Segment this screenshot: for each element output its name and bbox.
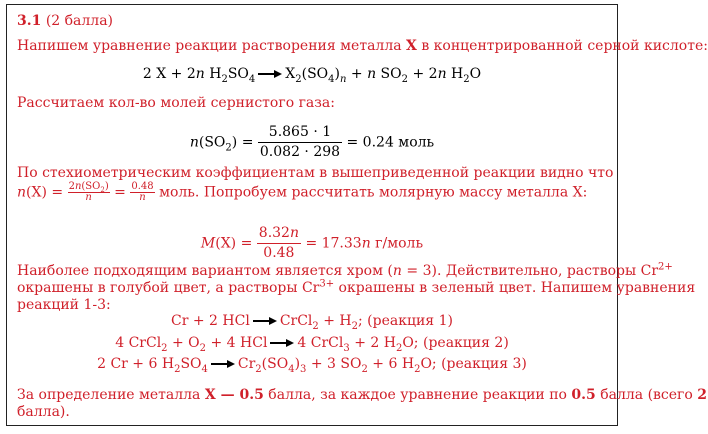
cr-l2b: окрашены в зеленый цвет. Напишем уравнения [334,280,696,296]
eq-plus2: + 2 [408,66,438,82]
so2-result: = 0.24 моль [346,134,435,151]
footer-metal: X [204,387,216,403]
stoich-tail: моль. Попробуем рассчитать молярную массу металла X: [159,184,588,201]
reaction-1-label: (реакция 1) [367,313,453,329]
cr-l1b: = 3). Действительно, растворы Cr [401,263,659,279]
reaction-2: 4 CrCl$_2$ + $O_2 + 4$ HCl 4 CrCl$_3$ + 2 $H_2O$; (реакция 2) [115,335,509,354]
eq-n3: n [437,66,447,82]
footer-part3: балла (всего [595,387,698,403]
cr-l2sup: 3+ [319,278,335,290]
reaction-2-label: (реакция 2) [422,335,509,351]
eq-rhs3: ) [334,66,340,82]
intro-before: Напишем уравнение реакции растворения металла [17,38,407,54]
reaction-arrow-icon [270,339,294,347]
cr-l2a: окрашены в голубой цвет, а растворы Cr [17,280,320,296]
eq-so2: SO [376,66,402,82]
footer-pts3: 2 [697,387,708,403]
intro-after: в концентрированной серной кислоте: [416,38,708,54]
cr-l1sup: 2+ [658,261,673,273]
footer-part1: За определение металла [17,387,205,403]
molar-fraction [257,225,301,262]
so2-denominator: 0.082 · 298 [259,144,341,160]
intro-text [17,38,708,55]
main-equation: 2 X + 2n $H_2SO_4$ $X_2(SO_4)_n + n$ $SO_2 + 2n$ $H_2O$ [142,66,482,85]
footer-line1 [17,387,707,404]
stoich-line1: По стехиометрическим коэффициентам в вышеприведенной реакции видно что [17,165,614,181]
reaction-3: 2 Cr + 6 $H_2SO_4$ $Cr_2(SO_4)_3 + 3$ $SO_2 + 6$ $H_2O$; (реакция 3) [97,356,527,375]
intro-metal: X [406,38,417,54]
so2-n: n [189,134,199,151]
so2-fraction [258,124,342,161]
so2-close: ) = [231,134,254,151]
stoich-fraction-1 [68,182,110,203]
chromium-line2 [17,280,695,297]
stoich-fraction-2 [130,182,154,203]
reaction-arrow-icon [253,317,277,325]
calc-so2-title: Рассчитаем кол-во молей сернистого газа: [17,95,335,111]
chromium-line3: реакций 1-3: [17,297,111,313]
stoich-eq: = [114,184,126,201]
stoich-n: n [17,184,27,201]
eq-n1: n [195,66,205,82]
eq-h2so4: H [209,66,222,82]
reaction-1: Cr + 2 HCl CrCl$_2$ + $H_2$; (реакция 1) [171,313,453,332]
footer-pts1: 0.5 [239,387,264,403]
stoich-f1-num: $2n(SO_2)$ [68,181,109,194]
cr-l1n: n [392,263,402,279]
eq-lhs: 2 X + 2 [142,66,196,82]
reaction-3-label: (реакция 3) [441,356,527,372]
so2-arg: (SO [198,134,226,151]
molar-m: M [200,235,216,252]
stoich-f1-den: n [85,192,92,203]
chromium-line1 [17,263,673,280]
calc-so2-formula: $n(SO_2)$ = $\frac{5.865 \cdot 1}{0.082 \cdot 298}$ = 0.24 моль [189,124,435,160]
eq-rhs2: (SO [301,66,329,82]
footer-pts2: 0.5 [571,387,596,403]
section-header [17,13,113,30]
eq-h2o: H [446,66,464,82]
so2-numerator: 5.865 · 1 [258,124,342,143]
footer-part2: балла, за каждое уравнение реакции по [263,387,572,403]
molar-arg: (X) = [215,235,253,252]
molar-result: = 17.33n г/моль [305,235,424,252]
footer-dash: — [215,387,240,403]
stoich-f2-den: n [139,192,146,203]
molar-formula [6,225,618,262]
stoich-arg: (X) = [26,184,64,201]
reaction-arrow-icon [258,70,282,78]
eq-plus: + [346,66,368,82]
footer-line2: балла). [17,404,70,420]
molar-denominator: 0.48 [263,245,295,261]
eq-n2: n [367,66,377,82]
section-number: 3.1 [17,13,42,29]
reaction-arrow-icon [211,360,235,368]
stoich-f2-num: 0.48 [131,181,154,192]
stoich-line2 [17,182,587,203]
section-points: (2 балла) [45,13,114,29]
cr-l1a: Наиболее подходящим вариантом является хром ( [17,263,393,279]
eq-rhs1: X [285,66,296,82]
molar-numerator: 8.32n [257,225,301,244]
